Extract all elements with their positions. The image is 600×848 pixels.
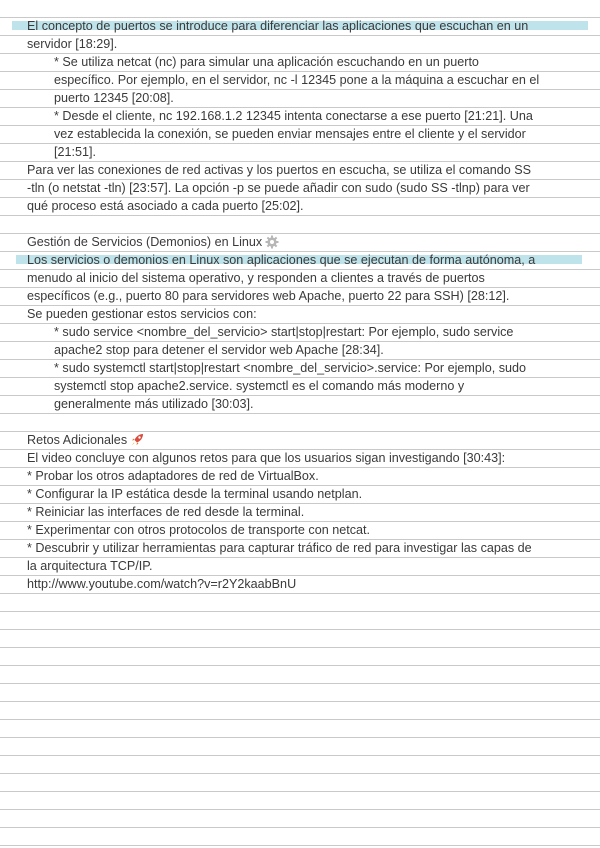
bullet-line: [21:51]. [54,145,97,159]
bullet-line: * sudo service <nombre_del_servicio> start|stop|restart: Por ejemplo, sudo service [54,325,514,339]
list-item: * Reiniciar las interfaces de red desde la terminal. [27,505,305,519]
paragraph-line: El concepto de puertos se introduce para diferenciar las aplicaciones que escuchan en un [0,17,600,35]
bullet-line: generalmente más utilizado [30:03]. [54,397,254,411]
paragraph-line: menudo al inicio del sistema operativo, y responden a clientes a través de puertos [27,271,485,285]
bullet-line: apache2 stop para detener el servidor web Apache [28:34]. [54,343,384,357]
paragraph-line: Para ver las conexiones de red activas y los puertos en escucha, se utiliza el comando SS [27,163,532,177]
bullet-line: puerto 12345 [20:08]. [54,91,174,105]
list-item: * Experimentar con otros protocolos de transporte con netcat. [27,523,371,537]
rocket-icon [130,433,144,447]
paragraph-line: servidor [18:29]. [27,37,118,51]
bullet-line: vez establecida la conexión, se pueden enviar mensajes entre el cliente y el servidor [54,127,526,141]
section-heading: Retos Adicionales [0,431,600,449]
list-item: la arquitectura TCP/IP. [27,559,153,573]
bullet-line: específico. Por ejemplo, en el servidor, nc -l 12345 pone a la máquina a escuchar en el [54,73,540,87]
bullet-line: * Desde el cliente, nc 192.168.1.2 12345 intenta conectarse a ese puerto [21:21]. Una [54,109,533,123]
bullet-line: systemctl stop apache2.service. systemctl es el comando más moderno y [54,379,465,393]
list-item: * Probar los otros adaptadores de red de VirtualBox. [27,469,319,483]
video-link[interactable]: http://www.youtube.com/watch?v=r2Y2kaabBnU [27,577,297,591]
paragraph-line: qué proceso está asociado a cada puerto [25:02]. [27,199,304,213]
list-item: * Descubrir y utilizar herramientas para capturar tráfico de red para investigar las capas de [27,541,532,555]
gear-icon [265,235,279,249]
paragraph-line: -tln (o netstat -tln) [23:57]. La opción -p se puede añadir con sudo (sudo SS -tlnp) para ver [27,181,530,195]
section-heading: Gestión de Servicios (Demonios) en Linux [0,233,600,251]
paragraph-line: Se pueden gestionar estos servicios con: [27,307,257,321]
paragraph-line: El video concluye con algunos retos para que los usuarios sigan investigando [30:43]: [27,451,506,465]
list-item: * Configurar la IP estática desde la terminal usando netplan. [27,487,363,501]
paragraph-line: Los servicios o demonios en Linux son aplicaciones que se ejecutan de forma autónoma, a [0,251,600,269]
paragraph-line: específicos (e.g., puerto 80 para servidores web Apache, puerto 22 para SSH) [28:12]. [27,289,510,303]
bullet-line: * Se utiliza netcat (nc) para simular una aplicación escuchando en un puerto [54,55,479,69]
bullet-line: * sudo systemctl start|stop|restart <nombre_del_servicio>.service: Por ejemplo, sudo [54,361,527,375]
